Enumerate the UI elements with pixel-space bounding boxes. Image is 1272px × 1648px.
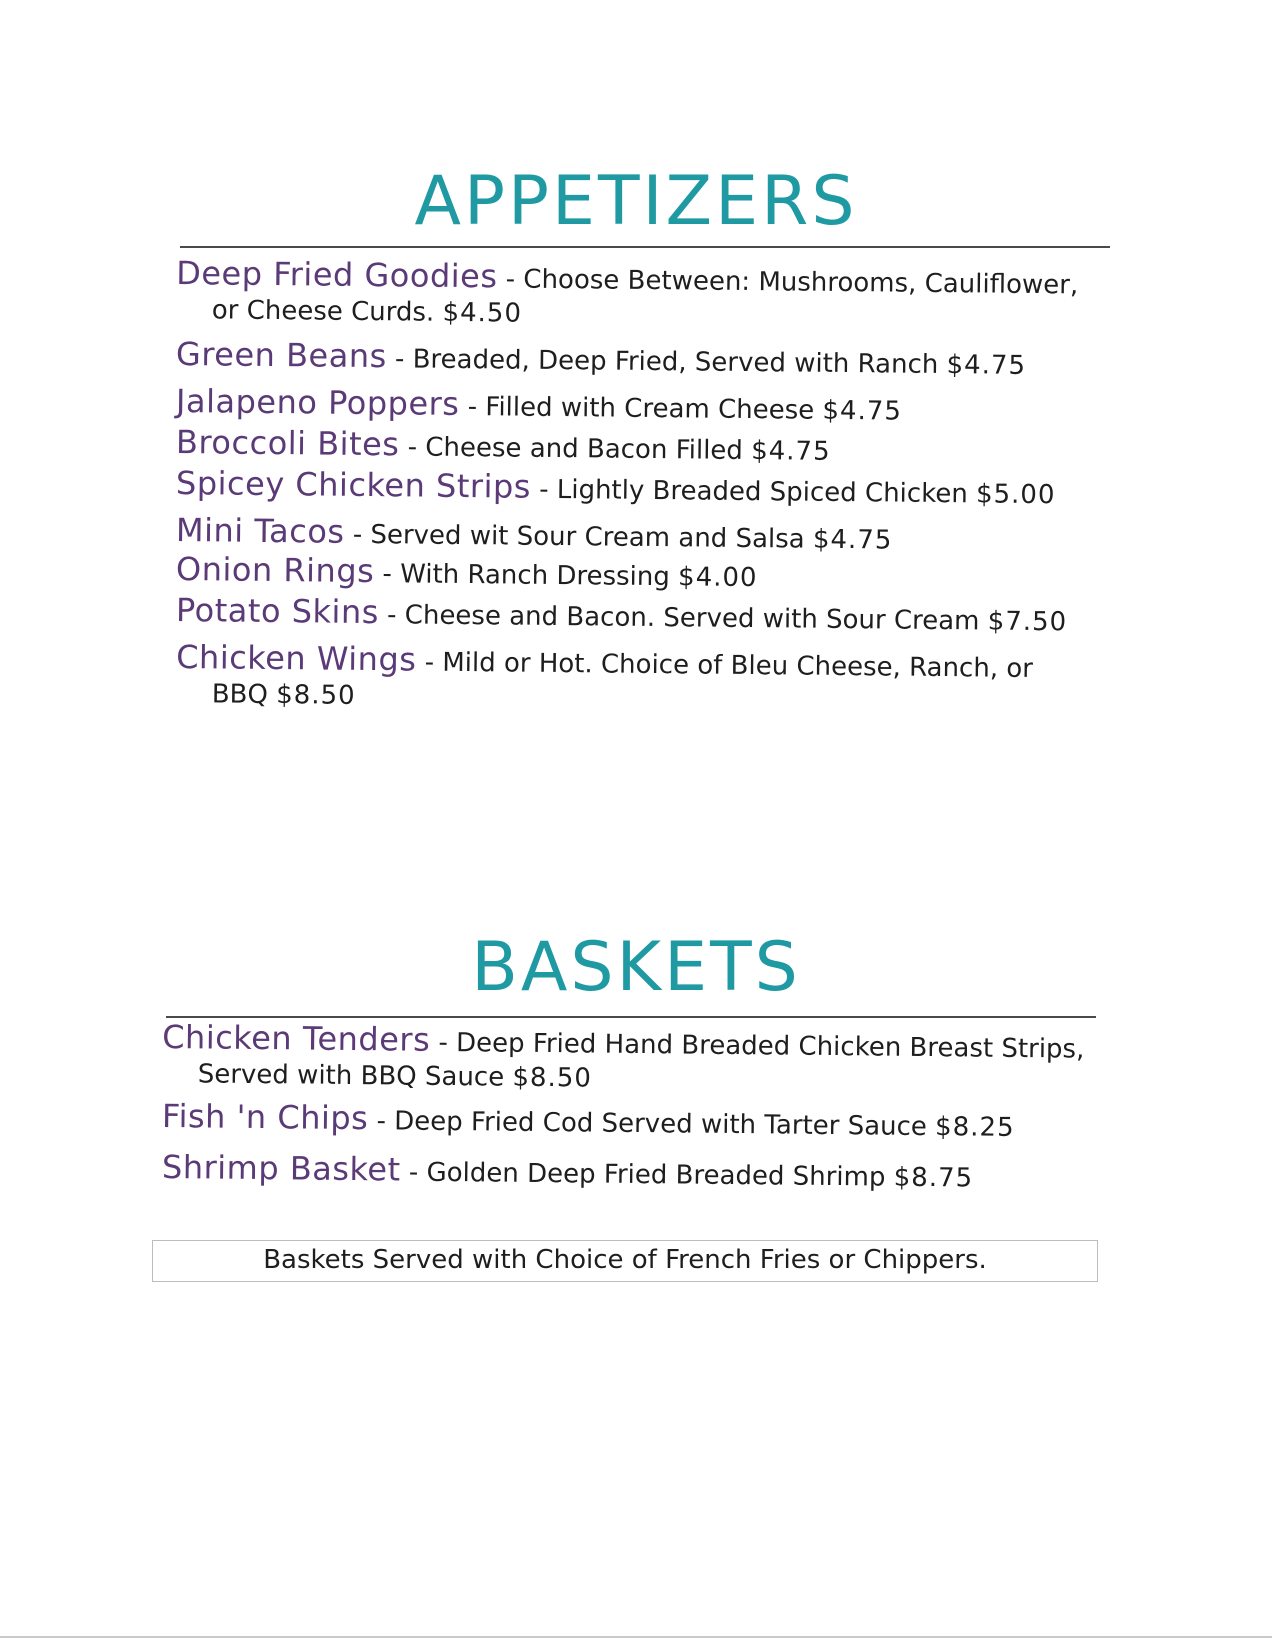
menu-item-description: Served wit Sour Cream and Salsa	[370, 520, 805, 555]
menu-item-price: $4.00	[677, 562, 758, 594]
menu-item-name: Chicken Wings	[175, 638, 417, 679]
menu-item-name: Mini Tacos	[175, 511, 345, 551]
menu-item-separator: -	[407, 432, 418, 463]
menu-item	[176, 593, 1086, 640]
menu-item-description: Golden Deep Fried Breaded Shrimp	[426, 1157, 886, 1193]
scan-edge-line	[0, 1636, 1272, 1638]
menu-item-separator: -	[394, 344, 405, 375]
appetizers-divider	[180, 246, 1110, 248]
menu-item-price: $8.25	[934, 1112, 1015, 1143]
menu-item	[176, 256, 1087, 337]
menu-item-separator: -	[438, 1027, 449, 1058]
menu-item-description: Deep Fried Hand Breaded Chicken Breast Strips, Served with BBQ Sauce	[197, 1028, 1085, 1093]
menu-item-price: $7.50	[987, 606, 1068, 638]
menu-item-description: Deep Fried Cod Served with Tarter Sauce	[394, 1106, 928, 1143]
baskets-side-note: Baskets Served with Choice of French Fries or Chippers.	[152, 1240, 1098, 1282]
menu-item-separator: -	[467, 392, 478, 423]
menu-item	[162, 1099, 1102, 1146]
menu-item-separator: -	[505, 264, 516, 295]
menu-item-description: Cheese and Bacon Filled	[425, 432, 744, 466]
menu-item-description: Lightly Breaded Spiced Chicken	[556, 474, 968, 510]
menu-item-price: $4.75	[750, 436, 831, 467]
menu-item-description: With Ranch Dressing	[400, 559, 671, 593]
menu-item-separator: -	[424, 647, 435, 678]
menu-item-name: Jalapeno Poppers	[175, 382, 460, 423]
appetizers-list	[176, 256, 1086, 711]
menu-item-name: Chicken Tenders	[161, 1018, 431, 1059]
menu-item-name: Shrimp Basket	[161, 1148, 401, 1189]
menu-item-price: $8.50	[512, 1062, 593, 1094]
menu-item	[176, 640, 1087, 721]
menu-item-separator: -	[539, 474, 549, 505]
menu-item-price: $4.75	[812, 524, 893, 556]
menu-item-name: Deep Fried Goodies	[175, 254, 498, 296]
menu-item-separator: -	[376, 1106, 387, 1137]
baskets-heading: BASKETS	[471, 928, 801, 1007]
menu-item	[162, 1020, 1103, 1101]
appetizers-heading: APPETIZERS	[414, 162, 858, 241]
menu-item-price: $8.50	[276, 680, 356, 711]
menu-item-separator: -	[408, 1157, 419, 1188]
menu-item-name: Potato Skins	[175, 591, 380, 632]
menu-item-name: Spicey Chicken Strips	[175, 464, 532, 506]
menu-item-description: Cheese and Bacon. Served with Sour Cream	[404, 600, 980, 637]
baskets-divider	[166, 1016, 1096, 1018]
menu-item-name: Onion Rings	[175, 550, 375, 591]
baskets-list	[161, 1018, 1102, 1194]
menu-item-price: $4.75	[822, 395, 903, 427]
menu-item-description: Choose Between: Mushrooms, Cauliflower, or Cheese Curds.	[211, 264, 1079, 328]
menu-item-name: Broccoli Bites	[175, 423, 400, 464]
menu-item-description: Mild or Hot. Choice of Bleu Cheese, Ranch, or BBQ	[211, 647, 1034, 710]
menu-item-description: Breaded, Deep Fried, Served with Ranch	[412, 344, 939, 380]
menu-item-price: $5.00	[975, 479, 1056, 511]
menu-item-separator: -	[382, 559, 393, 590]
menu-item-price: $4.75	[946, 350, 1027, 381]
menu-item-description: Filled with Cream Cheese	[485, 392, 815, 426]
menu-item-name: Fish 'n Chips	[161, 1097, 369, 1138]
menu-item-price: $4.50	[442, 297, 523, 329]
menu-item	[176, 466, 1086, 513]
menu-item	[162, 1150, 1102, 1197]
menu-item	[176, 337, 1086, 384]
menu-item-name: Green Beans	[175, 335, 387, 376]
menu-item-separator: -	[386, 600, 397, 631]
menu-item-price: $8.75	[893, 1162, 974, 1194]
menu-item-separator: -	[352, 519, 363, 550]
